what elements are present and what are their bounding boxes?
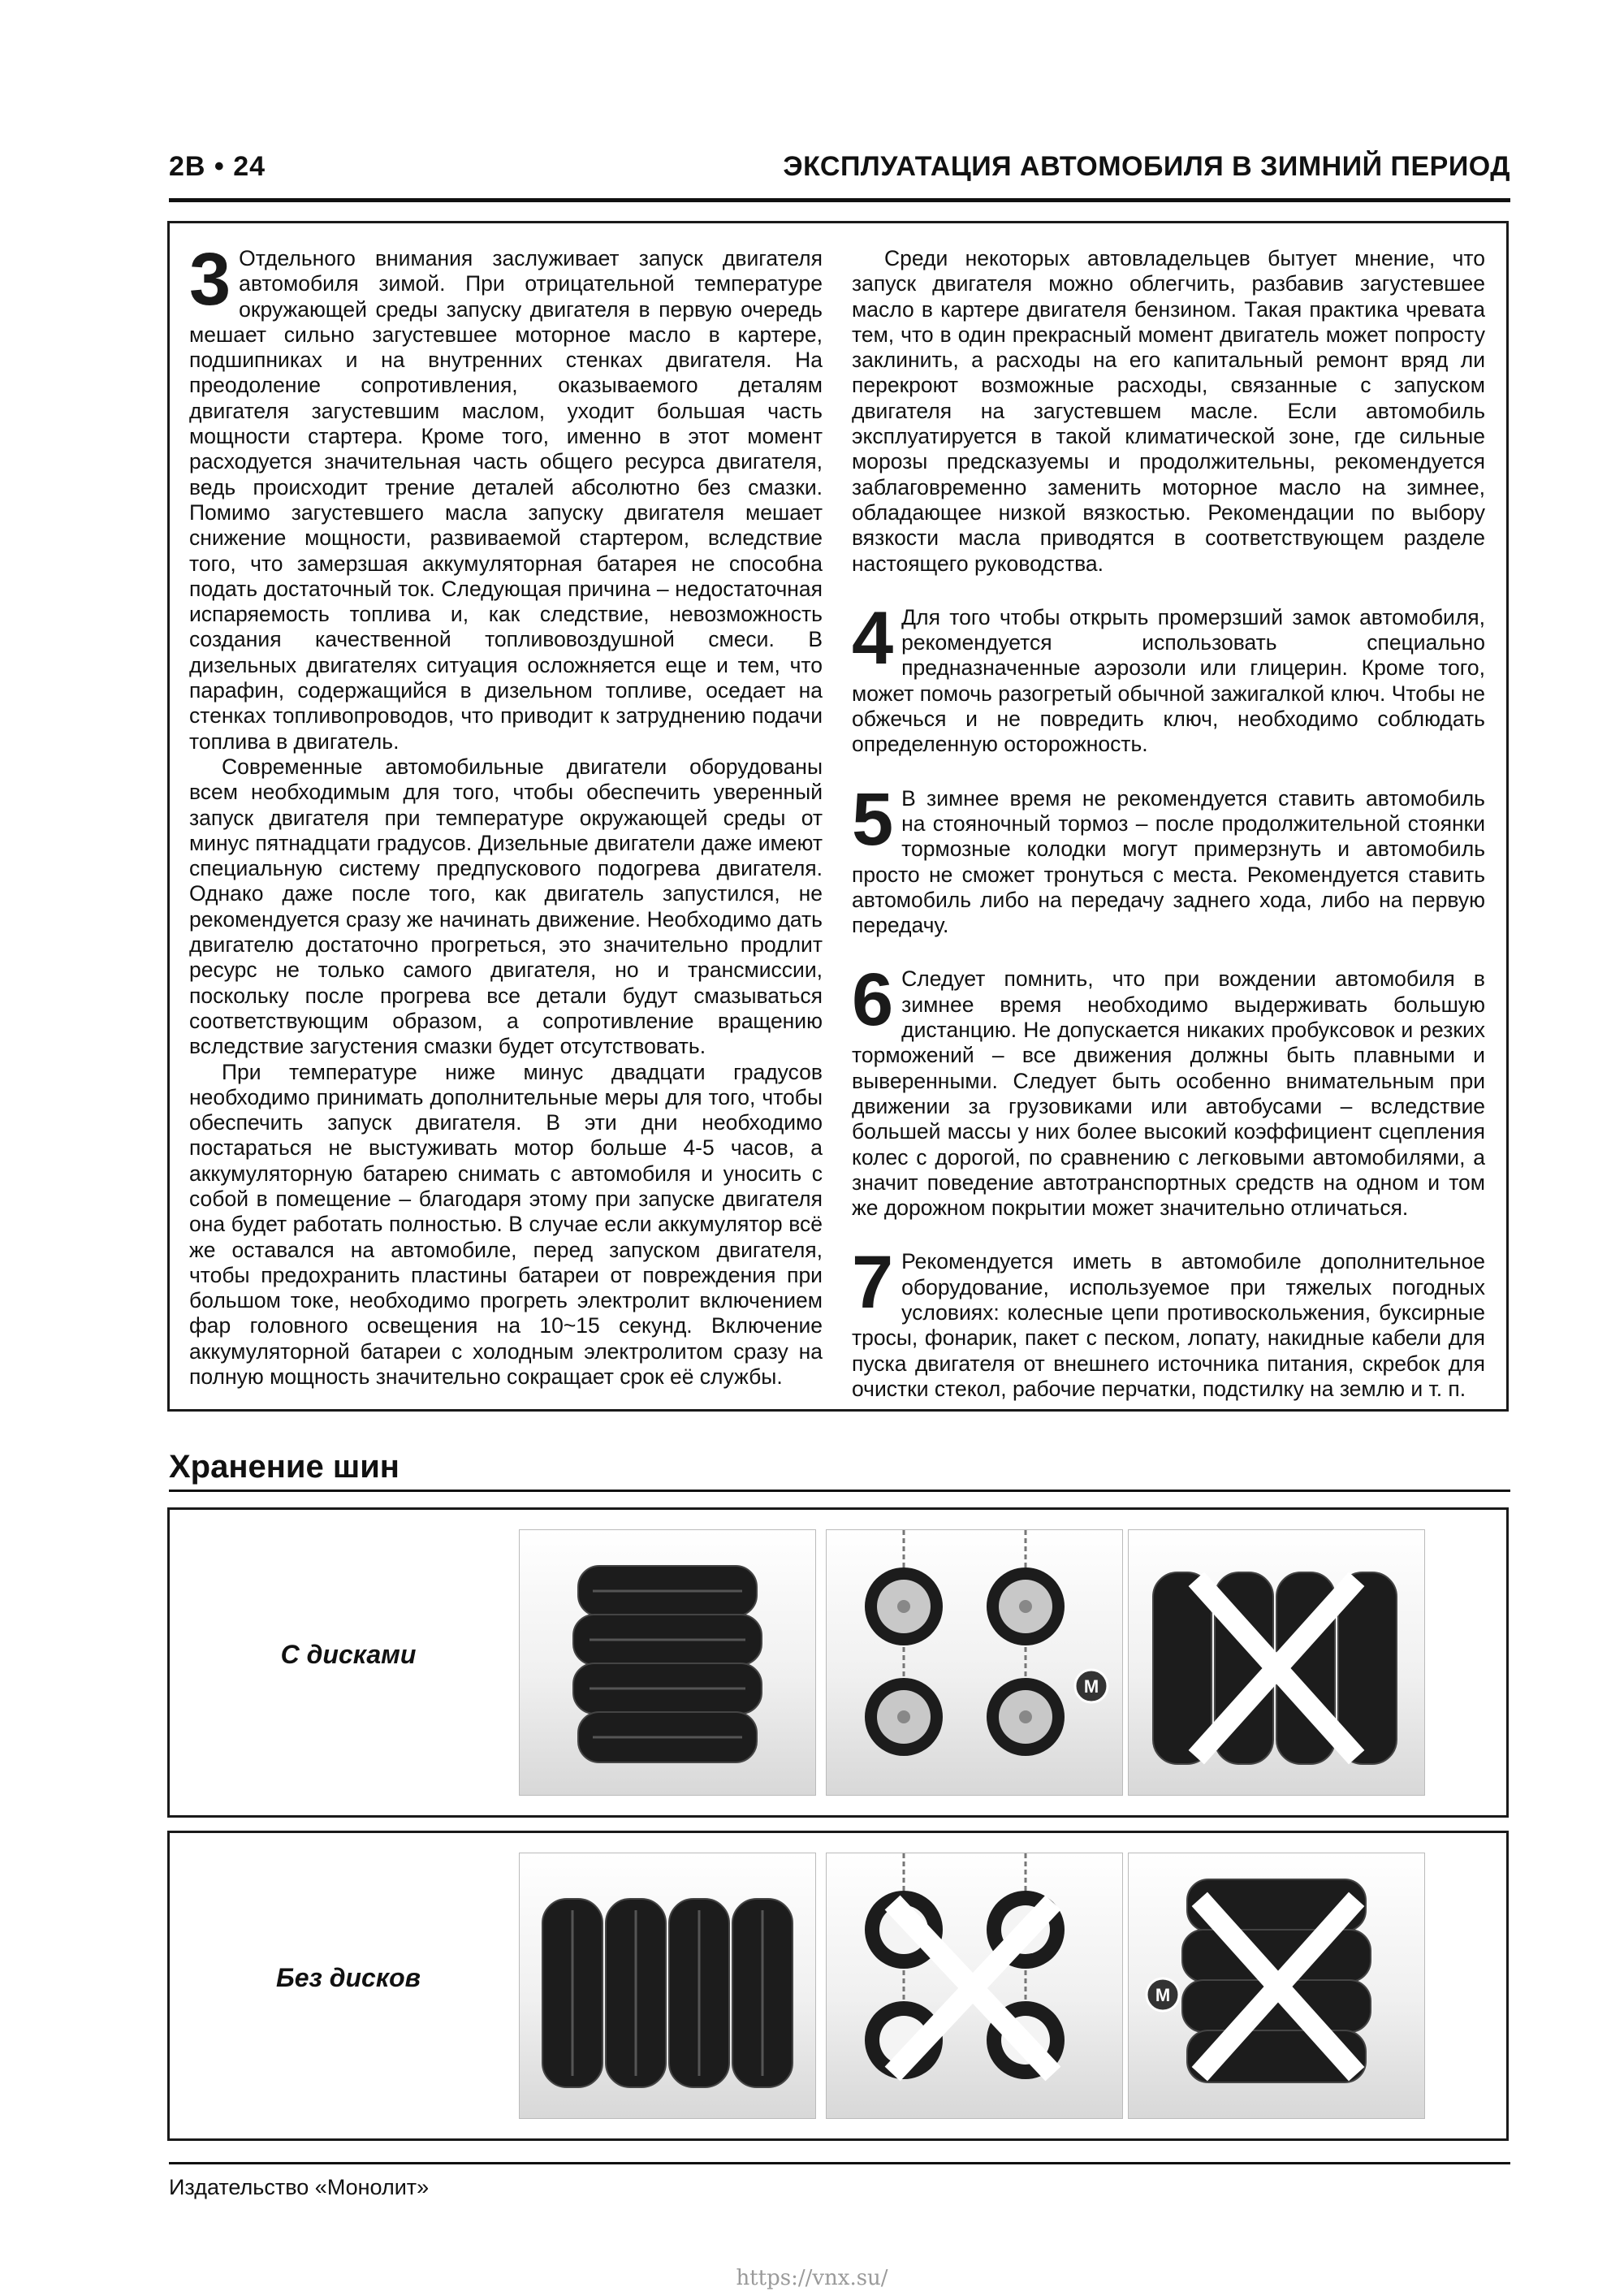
item-6-text: Следует помнить, что при вождении автомобиля в зимнее время необходимо выдерживать большую дистанцию. Не допускается никаких пробуксовок и резких торможений – все движения должны быть плавными и выверенными. Следует быть особенно внимательным при движении за грузовиками или автобусами – вследствие большей массы у них более высокий коэффициент сцепления колес с дорогой, по сравнению с легковыми автомобилями, а значит поведение автотранспортных средств на одном и том же дорожном покрытии может значительно отличаться. (852, 966, 1485, 1221)
upright-tires-ok-illustration (520, 1853, 815, 2118)
upright-tires-illustration (1129, 1530, 1424, 1795)
item-7 (852, 1241, 1485, 1402)
oil-intro-paragraph: Среди некоторых автовладельцев бытует мнение, что запуск двигателя можно облегчить, разбавив загустевшее масло в картере двигателя бензином. Такая практика чревата тем, что в один прекрасный момент двигатель может попросту заклинить, а расходы на его капитальный ремонт вряд ли перекроют возможные расходы, связанные с запуском двигателя на загустевшем масле. Если автомобиль эксплуатируется в такой климатической зоне, где сильные морозы предсказуемы и продолжительны, рекомендуется заблаговременно заменить моторное масло на зимнее, обладающее низкой вязкостью. Рекомендации по выбору вязкости масла приводятся в соответствующем разделе настоящего руководства. (852, 246, 1485, 576)
item-4 (852, 596, 1485, 758)
item-3-paragraph-3: При температуре ниже минус двадцати градусов необходимо принимать дополнительные меры для того, чтобы обеспечить запуск двигателя. В эти дни необходимо постараться не выстуживать мотор больше 4-5 часов, а аккумуляторную батарею снимать с автомобиля и уносить с собой в помещение – благодаря этому при запуске двигателя она будет работать полностью. В случае если аккумулятор всё же оставался на автомобиле, перед запуском двигателя, чтобы предохранить пластины батареи от повреждения при большом токе, необходимо прогреть электролит включением фар головного освещения на 10~15 секунд. Включение аккумуляторной батареи с холодным электролитом сразу на полную мощность значительно сокращает срок её службы. (189, 1059, 823, 1390)
photo-upright-tires (519, 1853, 816, 2119)
page-header (169, 151, 1510, 190)
storage-row-with-rims (167, 1507, 1509, 1818)
chapter-title: ЭКСПЛУАТАЦИЯ АВТОМОБИЛЯ В ЗИМНИЙ ПЕРИОД (783, 151, 1510, 182)
item-3 (189, 238, 823, 1390)
item-7-text: Рекомендуется иметь в автомобиле дополнительное оборудование, используемое при тяжелых погодных условиях: колесные цепи противоскольжения, буксирные тросы, фонарик, пакет с песком, лопату, накидные кабели для пуска двигателя от внешнего источника питания, скребок для очистки стекол, рабочие перчатки, подстилку на землю и т. п. (852, 1249, 1485, 1401)
photo-upright-tires-wrong (1128, 1529, 1425, 1796)
item-5-number: 5 (852, 777, 894, 861)
photo-hanging-tires-wrong (826, 1853, 1123, 2119)
section-rule (169, 1490, 1510, 1492)
stacked-tires-wrong-illustration (1129, 1853, 1424, 2118)
item-4-text: Для того чтобы открыть промерзший замок автомобиля, рекомендуется использовать специально предназначенные аэрозоли или глицерин. Кроме того, может помочь разогретый обычной зажигалкой ключ. Чтобы не обжечься и не повредить ключ, необходимо соблюдать определенную осторожность. (852, 604, 1485, 757)
item-6 (852, 958, 1485, 1221)
logo-letter: M (1155, 1985, 1171, 2005)
photo-stacked-tires (519, 1529, 816, 1796)
logo-letter: M (1083, 1676, 1099, 1697)
right-column (852, 246, 1485, 1430)
hanging-wheels-illustration (827, 1530, 1122, 1795)
footer-rule (169, 2162, 1510, 2164)
text-box (167, 221, 1509, 1412)
row-label-without-rims: Без дисков (276, 1963, 421, 1992)
storage-row-without-rims (167, 1831, 1509, 2141)
item-3-paragraph-1: Отдельного внимания заслуживает запуск двигателя автомобиля зимой. При отрицательной температуре окружающей среды запуску двигателя в первую очередь мешает сильно загустевшее моторное масло в картере, подшипниках и на внутренних стенках двигателя. На преодоление сопротивления, оказываемого деталям двигателя загустевшим маслом, уходит большая часть мощности стартера. Кроме того, именно в этот момент расходуется значительная часть общего ресурса двигателя, ведь происходит трение деталей абсолютно без смазки. Помимо загустевшего масла запуску двигателя мешает снижение мощности, развиваемой стартером, вследствие того, что замерзшая аккумуляторная батарея не способна подать достаточный ток. Следующая причина – недостаточная испаряемость топлива и, как следствие, невозможность создания качественной топливовоздушной смеси. В дизельных двигателях ситуация осложняется еще и тем, что парафин, содержащийся в дизельном топливе, оседает на стенках топливопроводов, что приводит к затруднению подачи топлива в двигатель. (189, 246, 823, 754)
item-7-number: 7 (852, 1241, 894, 1325)
stacked-tires-illustration (520, 1530, 815, 1795)
page-number: 2B • 24 (169, 151, 266, 182)
item-4-number: 4 (852, 596, 894, 680)
watermark-url[interactable]: https://vnx.su/ (736, 2266, 888, 2290)
photo-hanging-wheels (826, 1529, 1123, 1796)
hanging-tires-illustration (827, 1853, 1122, 2118)
row-label-with-rims: С дисками (280, 1640, 417, 1669)
oil-intro (852, 246, 1485, 577)
item-3-paragraph-2: Современные автомобильные двигатели оборудованы всем необходимым для того, чтобы обеспечить уверенный запуск двигателя при температуре окружающей среды от минус пятнадцати градусов. Дизельные двигатели даже имеют специальную систему предпускового подогрева двигателя. Однако даже после того, как двигатель запустился, не рекомендуется сразу же начинать движение. Необходимо дать двигателю достаточно прогреться, это значительно продлит ресурс не только самого двигателя, но и трансмиссии, поскольку после прогрева все детали будут смазываться соответствующим образом, а сопротивление вращению вследствие загустения смазки будет отсутствовать. (189, 754, 823, 1059)
cross-icon (900, 1910, 1046, 2066)
item-5 (852, 777, 1485, 939)
section-title: Хранение шин (169, 1449, 400, 1485)
publisher-logo-icon (1147, 1978, 1179, 2011)
left-column (189, 238, 823, 1390)
item-3-number: 3 (189, 238, 231, 321)
publisher-name: Издательство «Монолит» (169, 2175, 430, 2199)
publisher-logo-icon (1075, 1670, 1108, 1702)
item-5-text: В зимнее время не рекомендуется ставить автомобиль на стояночный тормоз – после продолжительной стоянки тормозные колодки могут примерзнуть и автомобиль просто не сможет тронуться с места. Рекомендуется ставить автомобиль либо на передачу заднего хода, либо на первую передачу. (852, 785, 1485, 938)
header-rule (169, 198, 1510, 202)
photo-stacked-tires-wrong (1128, 1853, 1425, 2119)
item-6-number: 6 (852, 958, 894, 1042)
